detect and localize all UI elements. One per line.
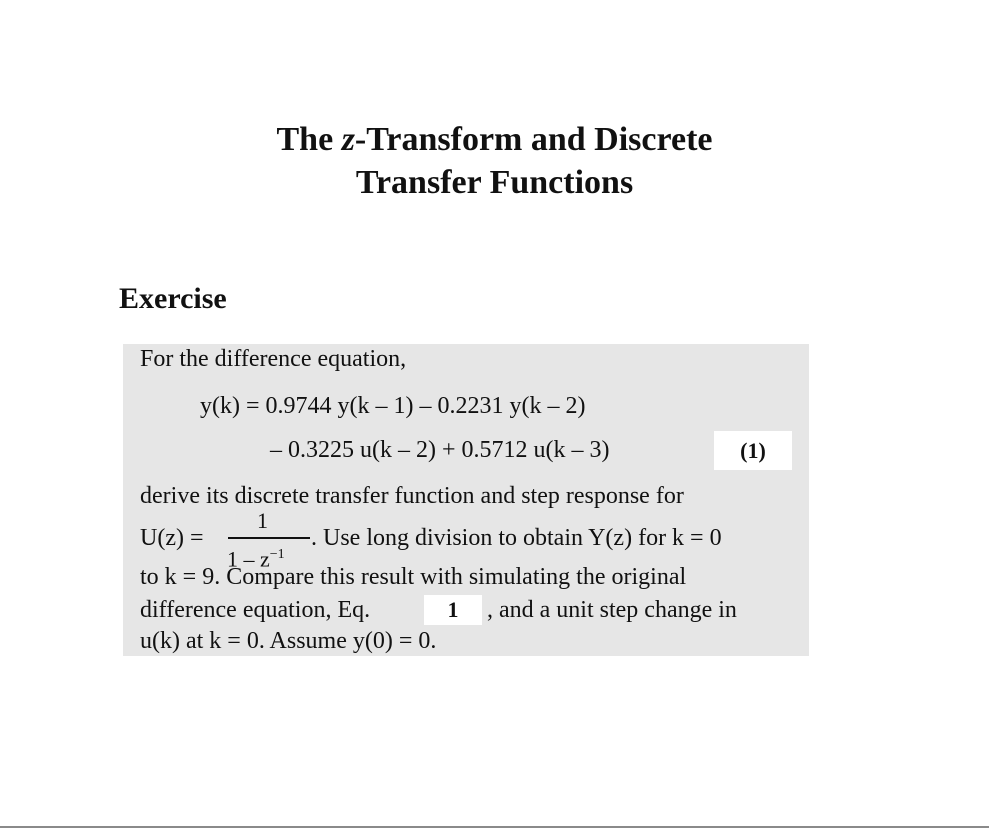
exercise-line-6a: difference equation, Eq. — [140, 597, 371, 623]
fraction-numerator: 1 — [257, 508, 268, 533]
page-bottom-divider — [0, 826, 989, 828]
exercise-box — [123, 344, 809, 656]
title-line-1 — [0, 118, 989, 161]
equation-line-1: y(k) = 0.9744 y(k – 1) – 0.2231 y(k – 2) — [200, 393, 586, 419]
fraction-denominator-base: 1 – z — [227, 546, 270, 572]
equation-line-2: – 0.3225 u(k – 2) + 0.5712 u(k – 3) — [270, 437, 610, 463]
u-of-z-lhs: U(z) = — [140, 525, 204, 551]
exercise-line-3: derive its discrete transfer function and step response for — [140, 483, 684, 509]
exercise-line-7: u(k) at k = 0. Assume y(0) = 0. — [140, 628, 437, 654]
title-line-2: Transfer Functions — [355, 164, 634, 201]
title-prefix: The — [276, 121, 342, 158]
fraction-bar — [228, 537, 310, 539]
exercise-intro: For the difference equation, — [140, 346, 407, 372]
equation-number: (1) — [714, 431, 792, 470]
exercise-line-4: . Use long division to obtain Y(z) for k = 0 — [311, 525, 722, 551]
equation-reference-link[interactable]: 1 — [424, 595, 482, 625]
page-title — [0, 118, 989, 204]
exercise-line-6b: , and a unit step change in — [487, 597, 737, 623]
title-rest: -Transform and Discrete — [354, 121, 713, 158]
section-heading: Exercise — [119, 282, 227, 315]
exercise-line-5: to k = 9. Compare this result with simulating the original — [140, 564, 687, 590]
title-variable: z — [341, 121, 355, 158]
fraction-denominator-exponent: −1 — [269, 547, 285, 562]
